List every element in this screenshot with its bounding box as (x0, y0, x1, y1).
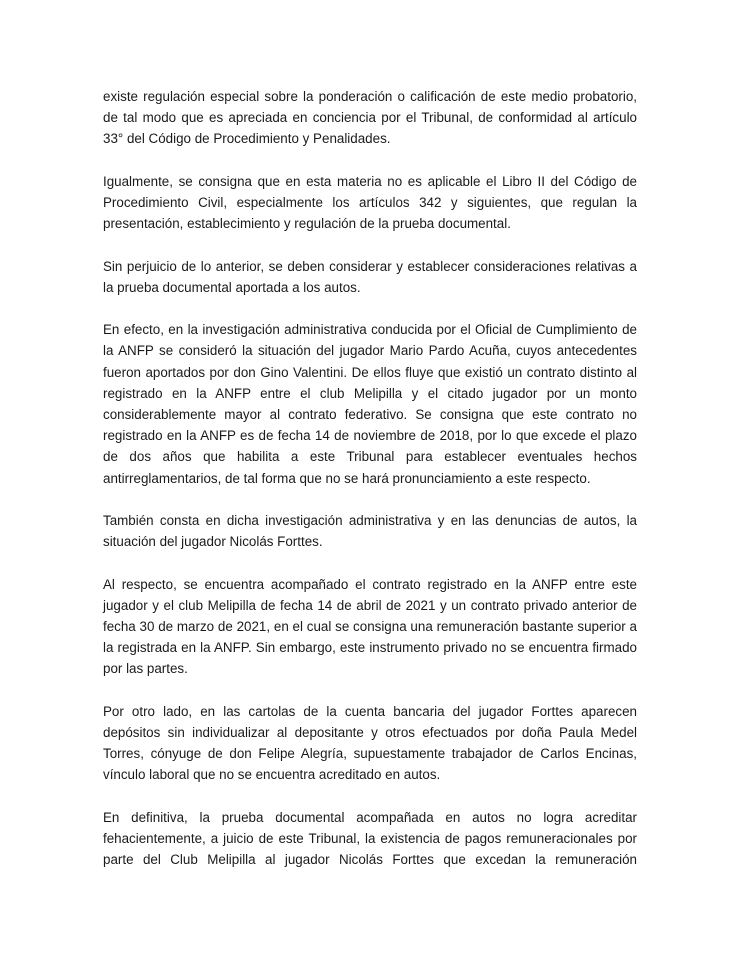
paragraph-medio-probatorio: existe regulación especial sobre la ponderación o calificación de este medio probatorio, de tal modo que es apreciada en conciencia por el Tribunal, de conformidad al artículo 33° del Código de Procedimiento y Penalidades. (103, 89, 637, 147)
paragraph-sin-perjuicio: Sin perjuicio de lo anterior, se deben considerar y establecer consideraciones relativas a la prueba documental aportada a los autos. (103, 258, 637, 295)
paragraph-cartolas-bancarias: Por otro lado, en las cartolas de la cuenta bancaria del jugador Forttes aparecen depósitos sin individualizar al depositante y otros efectuados por doña Paula Medel Torres, cónyuge de don Felipe Alegría, supuestamente trabajador de Carlos Encinas, vínculo laboral que no se encuentra acreditado en autos. (103, 703, 637, 783)
paragraph-nicolas-forttes: También consta en dicha investigación administrativa y en las denuncias de autos, la situación del jugador Nicolás Forttes. (103, 513, 637, 550)
paragraph-en-definitiva: En definitiva, la prueba documental acompañada en autos no logra acreditar fehacientemente, a juicio de este Tribunal, la existencia de pagos remuneracionales por parte del Club Melipilla al jugador Nicolás Forttes que excedan la remuneración (103, 809, 637, 868)
paragraph-contrato-registrado: Al respecto, se encuentra acompañado el contrato registrado en la ANFP entre este jugador y el club Melipilla de fecha 14 de abril de 2021 y un contrato privado anterior de fecha 30 de marzo de 2021, en el cual se consigna una remuneración bastante superior a la registrada en la ANFP. Sin embargo, este instrumento privado no se encuentra firmado por las partes. (103, 576, 637, 677)
paragraph-mario-pardo: En efecto, en la investigación administrativa conducida por el Oficial de Cumplimiento de la ANFP se consideró la situación del jugador Mario Pardo Acuña, cuyos antecedentes fueron aportados por don Gino Valentini. De ellos fluye que existió un contrato distinto al registrado en la ANFP entre el club Melipilla y el citado jugador por un monto considerablemente mayor al contrato federativo. Se consigna que este contrato no registrado en la ANFP es de fecha 14 de noviembre de 2018, por lo que excede el plazo de dos años que habilita a este Tribunal para establecer eventuales hechos antirreglamentarios, de tal forma que no se hará pronunciamiento a este respecto. (103, 322, 637, 486)
paragraph-codigo-procedimiento-civil: Igualmente, se consigna que en esta materia no es aplicable el Libro II del Código de Procedimiento Civil, especialmente los artículos 342 y siguientes, que regulan la presentación, establecimiento y regulación de la prueba documental. (103, 173, 637, 232)
document-body (103, 86, 637, 870)
